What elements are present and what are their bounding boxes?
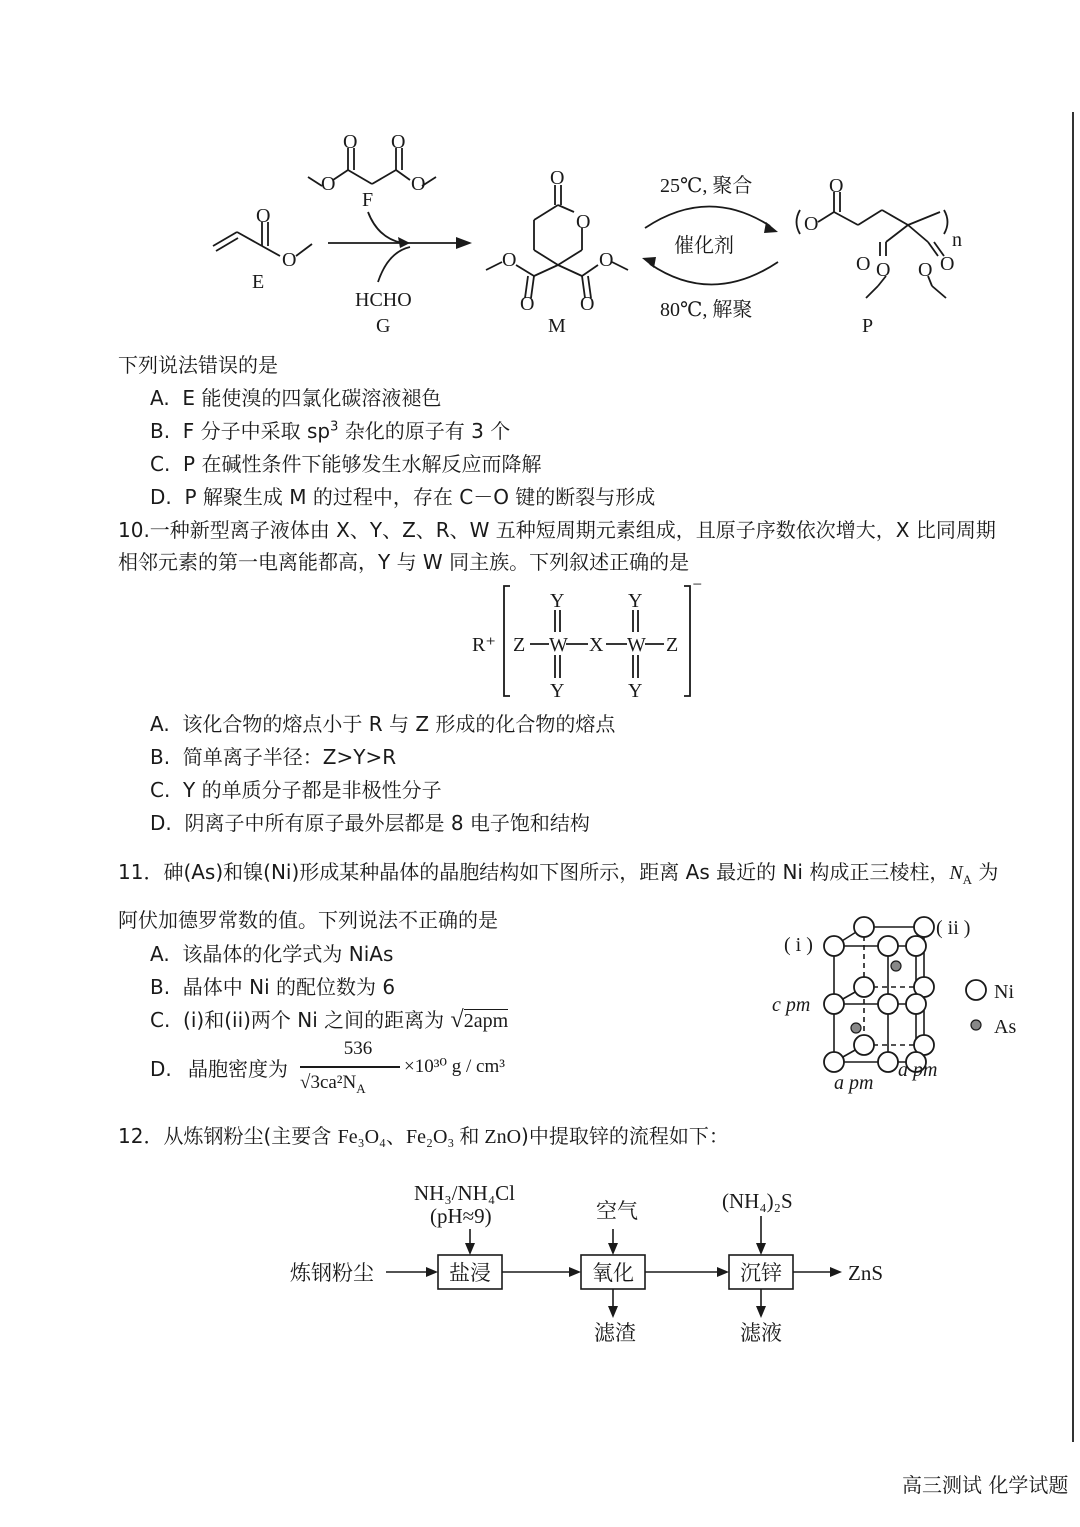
atom-z: Z	[666, 634, 679, 656]
option-text: 杂化的原子有 3 个	[338, 419, 511, 443]
sqrt-radicand: 2apm	[463, 1010, 509, 1032]
option-text: Y 的单质分子都是非极性分子	[183, 778, 442, 802]
atom-o: O	[411, 173, 426, 195]
forward-condition: 25℃, 聚合	[660, 175, 753, 197]
output-filtrate: 滤液	[740, 1321, 782, 1345]
atom-y: Y	[628, 680, 643, 702]
q9-stem: 下列说法错误的是	[118, 353, 278, 377]
atom-o: O	[829, 175, 844, 197]
anion-charge: ⁻	[692, 580, 703, 599]
q11-option-b[interactable]	[150, 972, 395, 1002]
density-tail: ×10³⁰ g / cm³	[404, 1056, 505, 1077]
label-m: M	[548, 315, 566, 337]
atom-o: O	[940, 253, 955, 275]
atom-o: O	[550, 167, 565, 189]
reaction-scheme	[195, 120, 995, 340]
option-letter: A.	[150, 942, 170, 966]
option-text: 晶体中 Ni 的配位数为 6	[182, 975, 396, 999]
atom-o: O	[256, 205, 271, 227]
option-text: 该化合物的熔点小于 R 与 Z 形成的化合物的熔点	[182, 712, 616, 736]
atom-o: O	[391, 131, 406, 153]
dimension-a: a pm	[834, 1072, 874, 1094]
option-letter: B.	[150, 419, 171, 443]
stem-text: 为	[972, 860, 999, 884]
option-text: 阴离子中所有原子最外层都是 8 电子饱和结构	[184, 811, 590, 835]
stem-formula: Fe₃O₄、Fe₂O₃ 和 ZnO	[337, 1126, 522, 1148]
reagent-nh4-2s: (NH₄)₂S	[722, 1189, 793, 1213]
atom-o: O	[876, 259, 891, 281]
option-text: 晶胞密度为	[188, 1057, 288, 1081]
reagent-air: 空气	[596, 1199, 638, 1223]
product-zns: ZnS	[848, 1261, 884, 1285]
q11-stem-line2: 阿伏加德罗常数的值。下列说法不正确的是	[118, 908, 498, 932]
q9-option-a[interactable]	[150, 383, 441, 413]
label-f: F	[362, 189, 374, 211]
option-letter: A.	[150, 386, 170, 410]
atom-o: O	[576, 211, 591, 233]
atom-z: Z	[513, 634, 526, 656]
option-text: E 能使溴的四氯化碳溶液褪色	[182, 386, 442, 410]
atom-y: Y	[550, 590, 565, 612]
atom-w: W	[549, 634, 568, 656]
label-ii: ( ii )	[936, 917, 971, 939]
superscript: 3	[330, 419, 339, 435]
option-text: 简单离子半径：Z>Y>R	[182, 745, 397, 769]
q11-option-c[interactable]	[150, 1005, 508, 1036]
q12-stem	[118, 1121, 729, 1152]
subscript-n: n	[952, 229, 962, 251]
q10-option-d[interactable]	[150, 808, 590, 838]
anion-structure	[460, 580, 720, 705]
stem-text: 12．从炼钢粉尘(主要含	[118, 1124, 338, 1148]
option-letter: D.	[150, 485, 172, 509]
na-symbol: N	[949, 862, 963, 884]
atom-o: O	[321, 173, 336, 195]
start-material: 炼钢粉尘	[290, 1261, 374, 1285]
reagent-ph: (pH≈9)	[430, 1204, 492, 1228]
step-zinc-precipitation: 沉锌	[740, 1261, 782, 1285]
q10-stem-line1: 10.一种新型离子液体由 X、Y、Z、R、W 五种短周期元素组成，且原子序数依次增大，X 比同周期	[118, 518, 996, 542]
q9-option-c[interactable]	[150, 449, 541, 479]
q9-option-b[interactable]	[150, 416, 510, 446]
sqrt-sign: √	[450, 1007, 464, 1033]
output-residue: 滤渣	[594, 1321, 636, 1345]
atom-o: O	[856, 253, 871, 275]
q10-option-b[interactable]	[150, 742, 396, 772]
catalyst-label: 催化剂	[674, 235, 734, 257]
option-text: P 在碱性条件下能够发生水解反应而降解	[183, 452, 542, 476]
crystal-cell-figure	[760, 905, 1050, 1105]
option-text: P 解聚生成 M 的过程中，存在 C－O 键的断裂与形成	[184, 485, 656, 509]
atom-o: O	[804, 213, 819, 235]
option-text: (i)和(ii)两个 Ni 之间的距离为	[183, 1008, 451, 1032]
q10-option-c[interactable]	[150, 775, 442, 805]
label-p: P	[862, 315, 874, 337]
stem-text: )中提取锌的流程如下：	[521, 1124, 729, 1148]
label-e: E	[252, 271, 265, 293]
process-flow-diagram	[280, 1175, 900, 1350]
atom-o: O	[282, 249, 297, 271]
label-g-formula: HCHO	[355, 289, 412, 311]
atom-o: O	[918, 259, 933, 281]
atom-o: O	[502, 249, 517, 271]
legend-as: As	[994, 1016, 1017, 1038]
na-subscript: A	[962, 872, 973, 887]
option-letter: D.	[150, 1057, 172, 1081]
dimension-c: c pm	[772, 994, 811, 1016]
step-oxidation: 氧化	[592, 1261, 634, 1285]
page-footer: 高三测试 化学试题	[902, 1473, 1069, 1497]
atom-o: O	[599, 249, 614, 271]
atom-w: W	[627, 634, 646, 656]
stem-text: 11．砷(As)和镍(Ni)形成某种晶体的晶胞结构如下图所示，距离 As 最近的 Ni 构成正三棱柱，	[118, 860, 950, 884]
page-edge-rule	[1072, 112, 1074, 1442]
label-g: G	[376, 315, 391, 337]
option-letter: B.	[150, 975, 171, 999]
q11-option-a[interactable]	[150, 939, 393, 969]
fraction-denominator: $√3ca^2N_A$	[300, 1072, 366, 1096]
label-i: ( i )	[784, 934, 813, 956]
option-letter: D.	[150, 811, 172, 835]
dimension-a: a pm	[898, 1059, 938, 1081]
atom-o: O	[580, 293, 595, 315]
atom-y: Y	[550, 680, 565, 702]
cation-r: R⁺	[472, 634, 496, 656]
atom-x: X	[589, 634, 604, 656]
q11-stem-line1	[118, 857, 998, 888]
atom-o: O	[343, 131, 358, 153]
option-letter: A.	[150, 712, 170, 736]
reagent-nh3-nh4cl: NH₃/NH₄Cl	[414, 1181, 515, 1205]
q9-option-d[interactable]	[150, 482, 655, 512]
legend-ni: Ni	[994, 981, 1014, 1003]
option-letter: C.	[150, 778, 171, 802]
option-text: F 分子中采取 sp	[182, 419, 331, 443]
fraction-numerator: 536	[343, 1038, 373, 1059]
q10-option-a[interactable]	[150, 709, 615, 739]
option-letter: C.	[150, 452, 171, 476]
atom-o: O	[520, 293, 535, 315]
option-text: 该晶体的化学式为 NiAs	[182, 942, 394, 966]
option-letter: C.	[150, 1008, 171, 1032]
step-salt-leach: 盐浸	[449, 1261, 491, 1285]
atom-y: Y	[628, 590, 643, 612]
reverse-condition: 80℃, 解聚	[660, 299, 753, 321]
q10-stem-line2: 相邻元素的第一电离能都高，Y 与 W 同主族。下列叙述正确的是	[118, 550, 690, 574]
option-letter: B.	[150, 745, 171, 769]
